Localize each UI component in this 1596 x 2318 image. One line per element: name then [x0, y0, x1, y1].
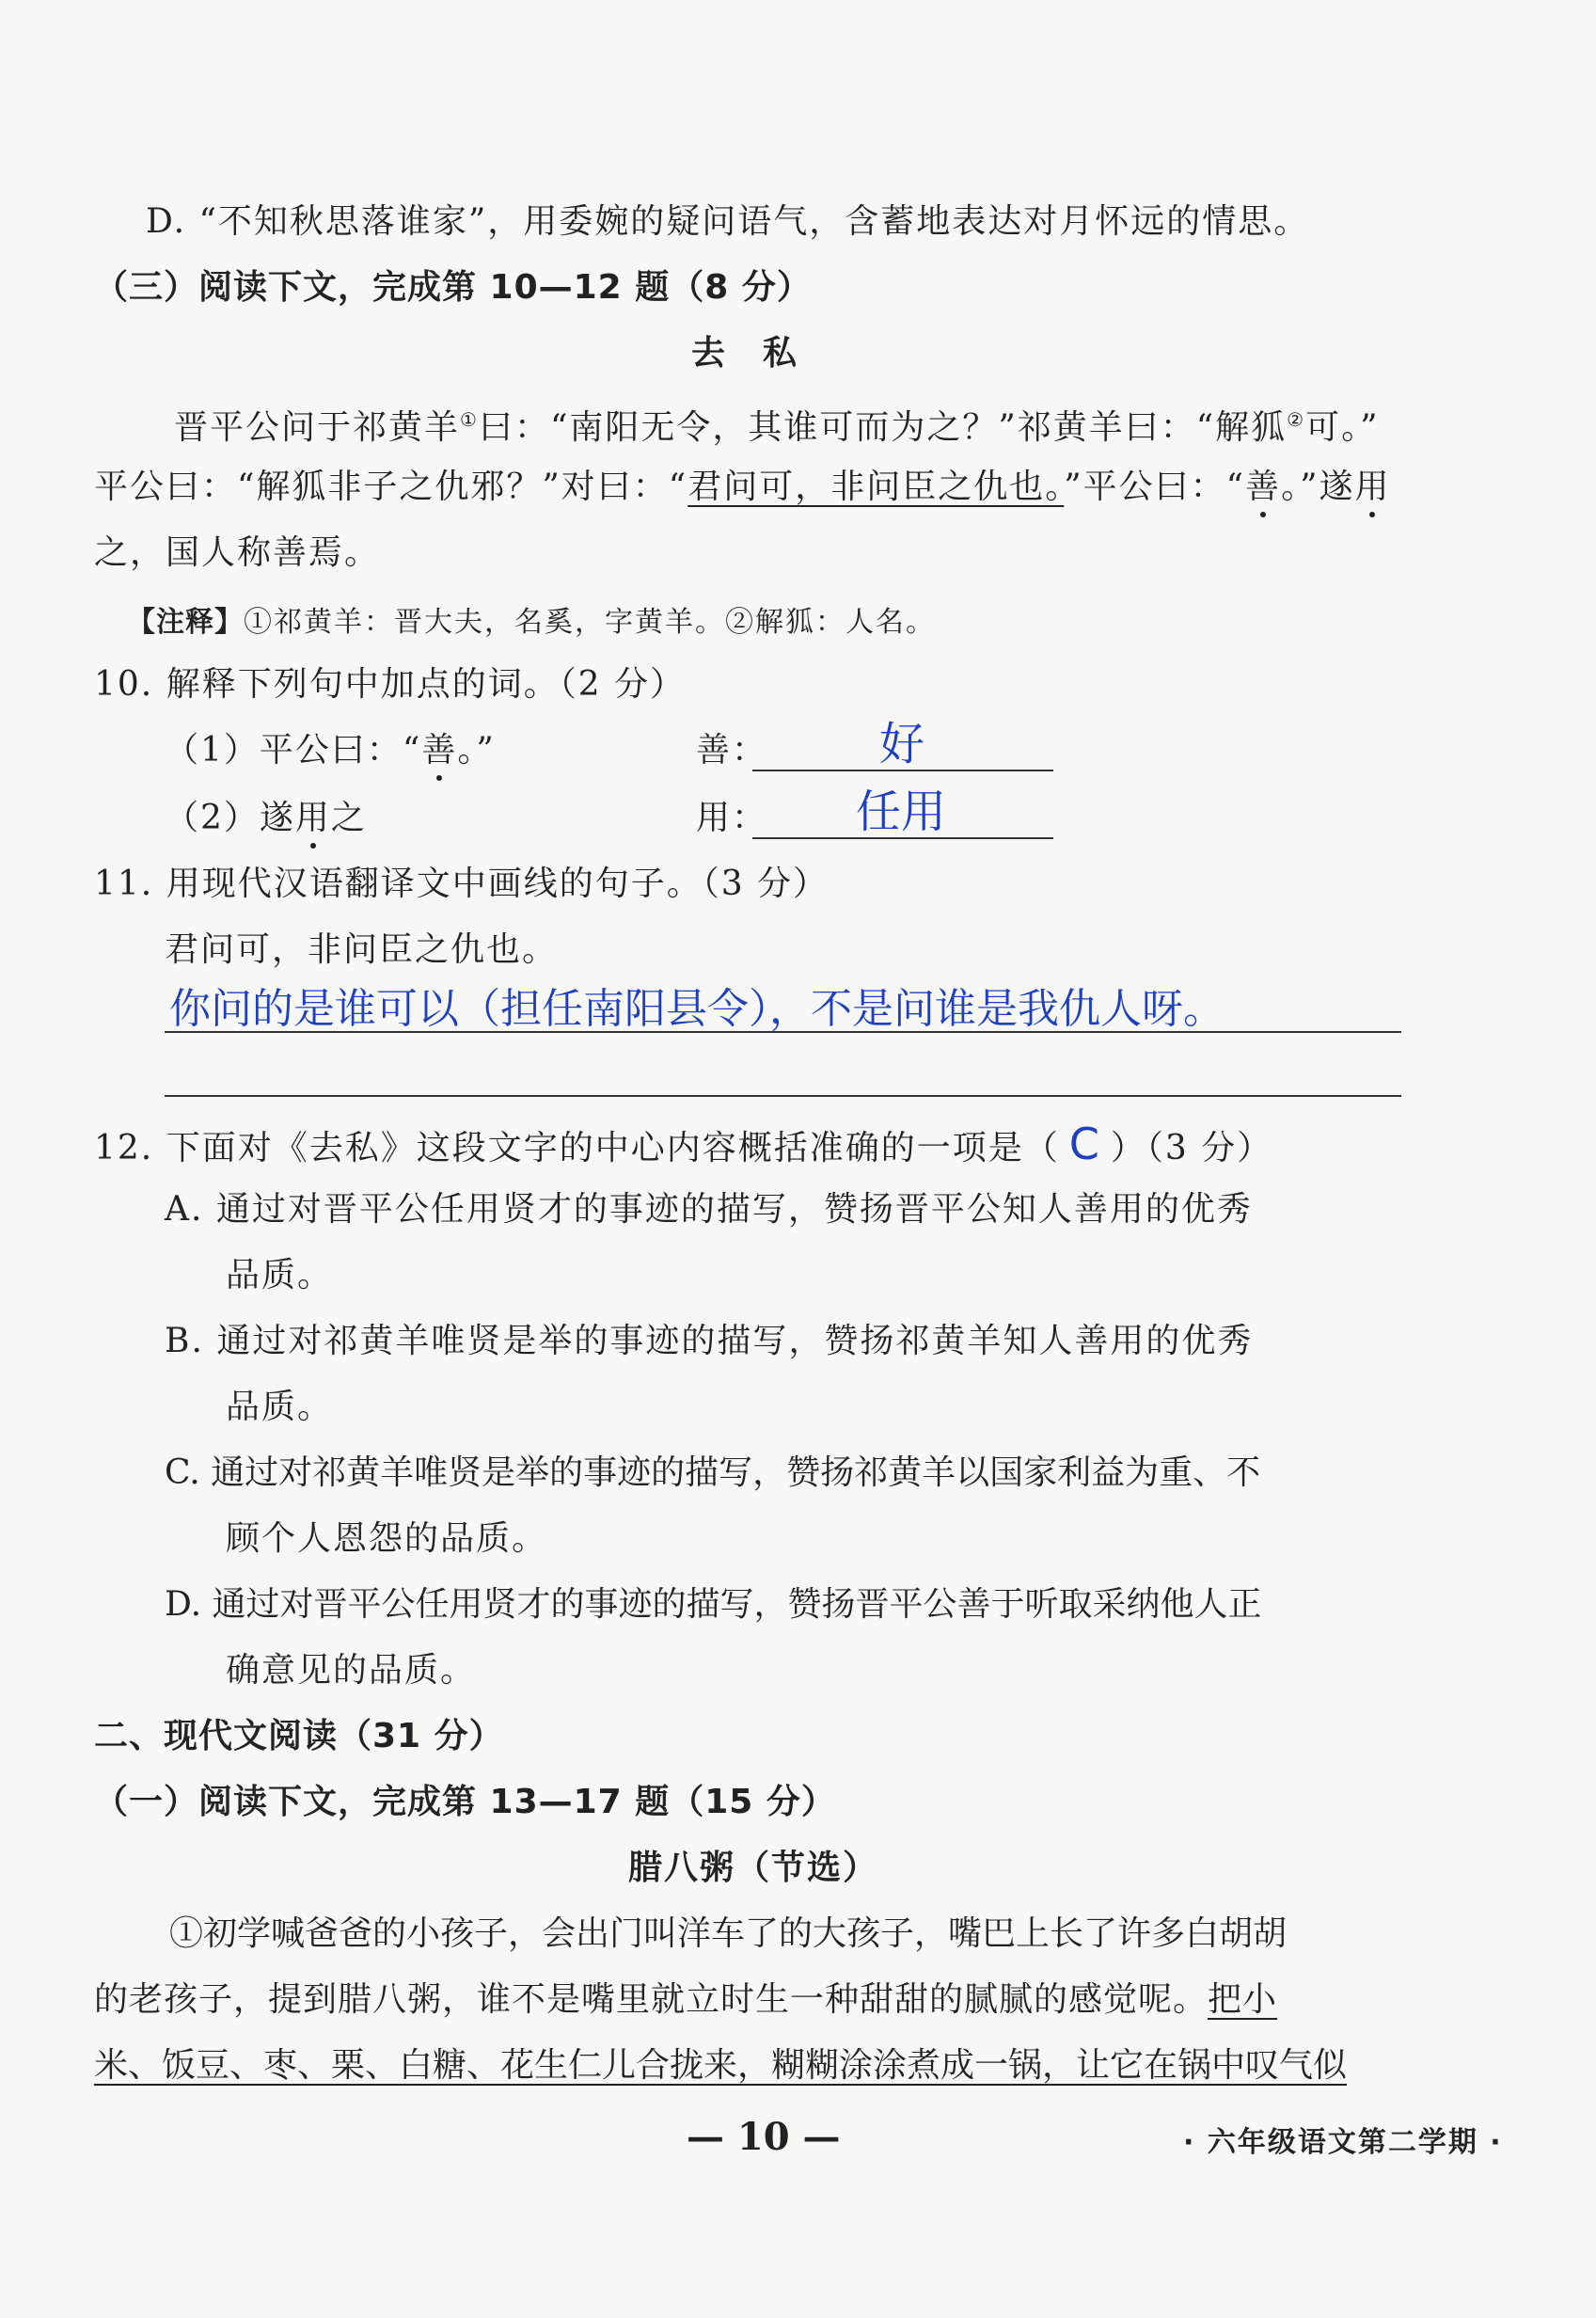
q10-item2-answer: 任用: [856, 786, 947, 838]
q12-option-c-2: 顾个人恩怨的品质。: [226, 1519, 548, 1558]
q11-sentence: 君问可，非问臣之仇也。: [165, 930, 559, 969]
q12-option-a-2: 品质。: [226, 1256, 334, 1294]
part2-heading: 二、现代文阅读（31 分）: [94, 1717, 504, 1755]
q12-option-c-1: C. 通过对祁黄羊唯贤是举的事迹的描写，赞扬祁黄羊以国家利益为重、不: [165, 1453, 1261, 1492]
passage-title-labazhou: 腊八粥（节选）: [628, 1849, 879, 1887]
q12-option-a-1: A. 通过对晋平公任用贤才的事迹的描写，赞扬晋平公知人善用的优秀: [165, 1190, 1253, 1229]
dotted-word-yong: 用: [1354, 468, 1391, 506]
q12-answer: C: [1068, 1119, 1101, 1169]
passage-line-3: 之，国人称善焉。: [94, 533, 381, 572]
q11-answer-line-1[interactable]: [165, 1031, 1401, 1033]
q10-item2-label: 用：: [696, 799, 768, 837]
prev-option-d: D. “不知秋思落谁家”，用委婉的疑问语气，含蓄地表达对月怀远的情思。: [146, 202, 1310, 241]
q11-answer-line-2[interactable]: [165, 1095, 1401, 1097]
q10-item1-label: 善：: [696, 731, 768, 770]
q11-answer: 你问的是谁可以（担任南阳县令），不是问谁是我仇人呀。: [169, 985, 1225, 1033]
q12-option-d-2: 确意见的品质。: [226, 1651, 477, 1690]
underlined-sentence: 君问可，非问臣之仇也。: [687, 468, 1065, 506]
labazhou-line-1: ①初学喊爸爸的小孩子，会出门叫洋车了的大孩子，嘴巴上长了许多白胡胡: [169, 1914, 1288, 1953]
part2-sub-heading: （一）阅读下文，完成第 13—17 题（15 分）: [94, 1783, 836, 1821]
page-number: — 10 —: [687, 2115, 841, 2159]
labazhou-line-3: 米、饭豆、枣、栗、白糖、花生仁儿合拢来，糊糊涂涂煮成一锅，让它在锅中叹气似: [94, 2046, 1348, 2085]
q10-stem: 10. 解释下列句中加点的词。（2 分）: [94, 665, 687, 704]
passage-title-qusi: 去 私: [691, 334, 799, 373]
q10-item1-answer: 好: [879, 718, 925, 770]
q12-stem: 12. 下面对《去私》这段文字的中心内容概括准确的一项是（ C ）（3 分）: [94, 1119, 1273, 1169]
q12-option-b-1: B. 通过对祁黄羊唯贤是举的事迹的描写，赞扬祁黄羊知人善用的优秀: [165, 1322, 1254, 1360]
passage-line-2: 平公曰：“解狐非子之仇邪？”对曰：“君问可，非问臣之仇也。”平公曰：“善。”遂用: [94, 468, 1391, 506]
dotted-word-shan: 善: [1245, 468, 1282, 506]
labazhou-line-2: 的老孩子，提到腊八粥，谁不是嘴里就立时生一种甜甜的腻腻的感觉呢。把小: [94, 1980, 1278, 2019]
q10-item1: （1）平公曰：“善。”: [165, 731, 496, 770]
q12-option-b-2: 品质。: [226, 1388, 334, 1426]
q10-item2: （2）遂用之: [165, 799, 367, 837]
section3-heading: （三）阅读下文，完成第 10—12 题（8 分）: [94, 268, 812, 307]
book-title: · 六年级语文第二学期 ·: [1183, 2126, 1503, 2159]
annotation: 【注释】①祁黄羊：晋大夫，名奚，字黄羊。②解狐：人名。: [127, 606, 936, 639]
q11-stem: 11. 用现代汉语翻译文中画线的句子。（3 分）: [94, 865, 830, 903]
passage-line-1: 晋平公问于祁黄羊①曰：“南阳无令，其谁可而为之？”祁黄羊曰：“解狐②可。”: [174, 408, 1380, 447]
q12-option-d-1: D. 通过对晋平公任用贤才的事迹的描写，赞扬晋平公善于听取采纳他人正: [165, 1585, 1262, 1624]
